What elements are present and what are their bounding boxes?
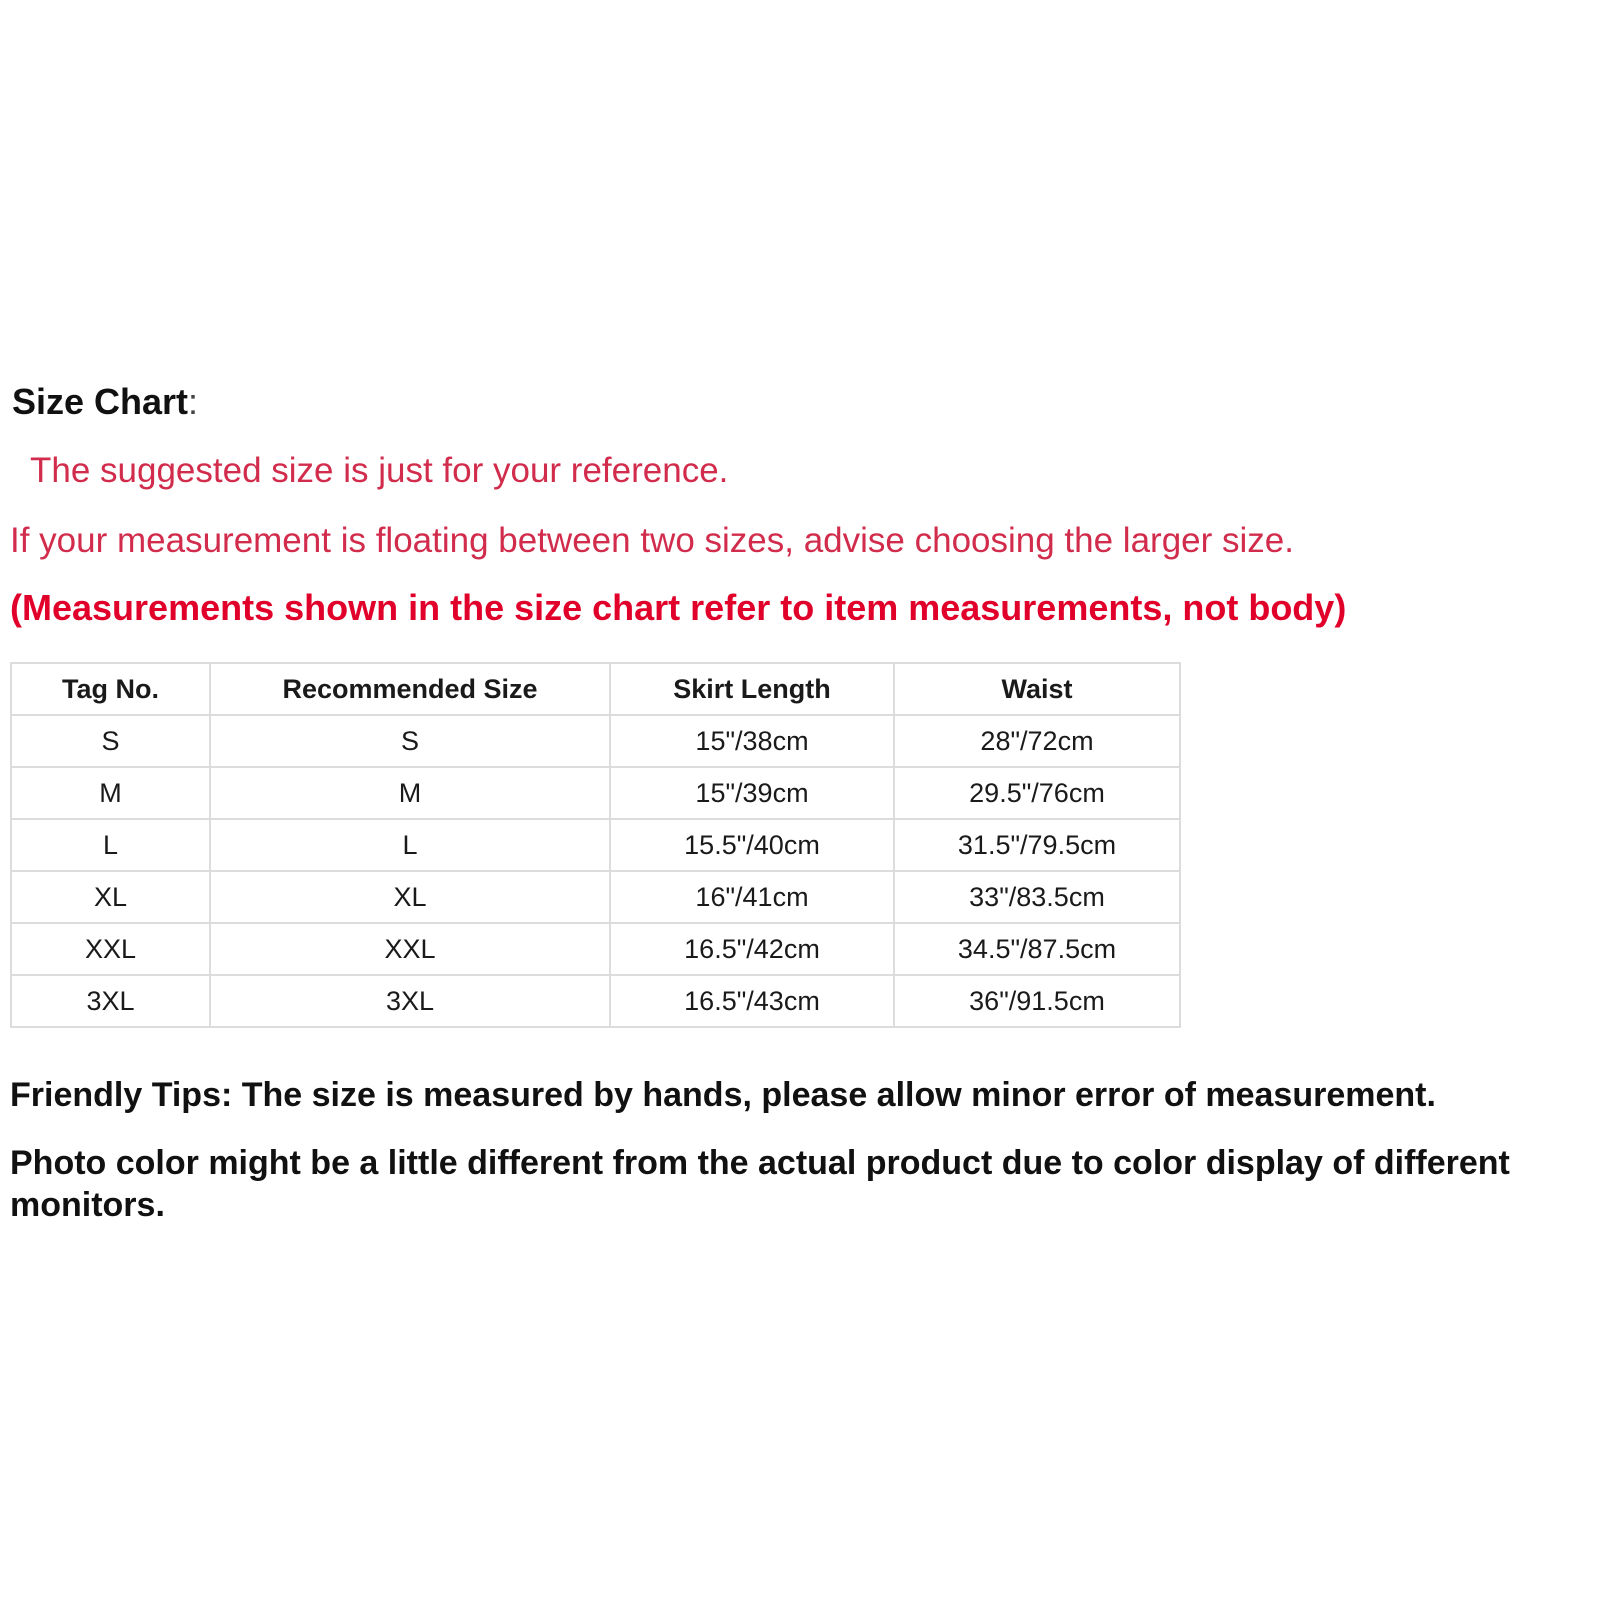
cell-recommended-size: 3XL <box>210 975 610 1027</box>
size-chart-title-colon: : <box>188 381 199 422</box>
floating-size-note: If your measurement is floating between two sizes, advise choosing the larger size. <box>10 521 1294 560</box>
cell-tag-no: M <box>11 767 210 819</box>
cell-recommended-size: S <box>210 715 610 767</box>
cell-recommended-size: XL <box>210 871 610 923</box>
cell-tag-no: S <box>11 715 210 767</box>
cell-recommended-size: L <box>210 819 610 871</box>
cell-skirt-length: 15.5"/40cm <box>610 819 894 871</box>
friendly-tips: Friendly Tips: The size is measured by hands, please allow minor error of measurement. <box>10 1076 1436 1114</box>
cell-waist: 34.5"/87.5cm <box>894 923 1180 975</box>
cell-skirt-length: 16"/41cm <box>610 871 894 923</box>
size-chart-section <box>10 380 1590 1226</box>
cell-tag-no: 3XL <box>11 975 210 1027</box>
cell-tag-no: L <box>11 819 210 871</box>
header-waist: Waist <box>894 663 1180 715</box>
cell-waist: 28"/72cm <box>894 715 1180 767</box>
header-tag-no: Tag No. <box>11 663 210 715</box>
cell-waist: 33"/83.5cm <box>894 871 1180 923</box>
cell-waist: 29.5"/76cm <box>894 767 1180 819</box>
header-recommended-size: Recommended Size <box>210 663 610 715</box>
cell-recommended-size: XXL <box>210 923 610 975</box>
cell-skirt-length: 16.5"/43cm <box>610 975 894 1027</box>
cell-tag-no: XL <box>11 871 210 923</box>
photo-color-note: Photo color might be a little different from the actual product due to color display of different monitors. <box>10 1144 1510 1224</box>
table-row <box>11 871 1180 923</box>
header-skirt-length: Skirt Length <box>610 663 894 715</box>
table-row <box>11 819 1180 871</box>
table-row <box>11 923 1180 975</box>
size-chart-heading <box>12 380 1590 424</box>
table-row <box>11 767 1180 819</box>
cell-skirt-length: 15"/39cm <box>610 767 894 819</box>
item-measurements-note: (Measurements shown in the size chart refer to item measurements, not body) <box>10 587 1347 628</box>
size-table <box>10 662 1181 1028</box>
table-row <box>11 975 1180 1027</box>
cell-tag-no: XXL <box>11 923 210 975</box>
cell-waist: 31.5"/79.5cm <box>894 819 1180 871</box>
table-row <box>11 715 1180 767</box>
size-chart-title: Size Chart <box>12 381 189 422</box>
cell-skirt-length: 15"/38cm <box>610 715 894 767</box>
reference-note: The suggested size is just for your reference. <box>30 451 729 490</box>
cell-recommended-size: M <box>210 767 610 819</box>
table-header-row <box>11 663 1180 715</box>
cell-skirt-length: 16.5"/42cm <box>610 923 894 975</box>
cell-waist: 36"/91.5cm <box>894 975 1180 1027</box>
